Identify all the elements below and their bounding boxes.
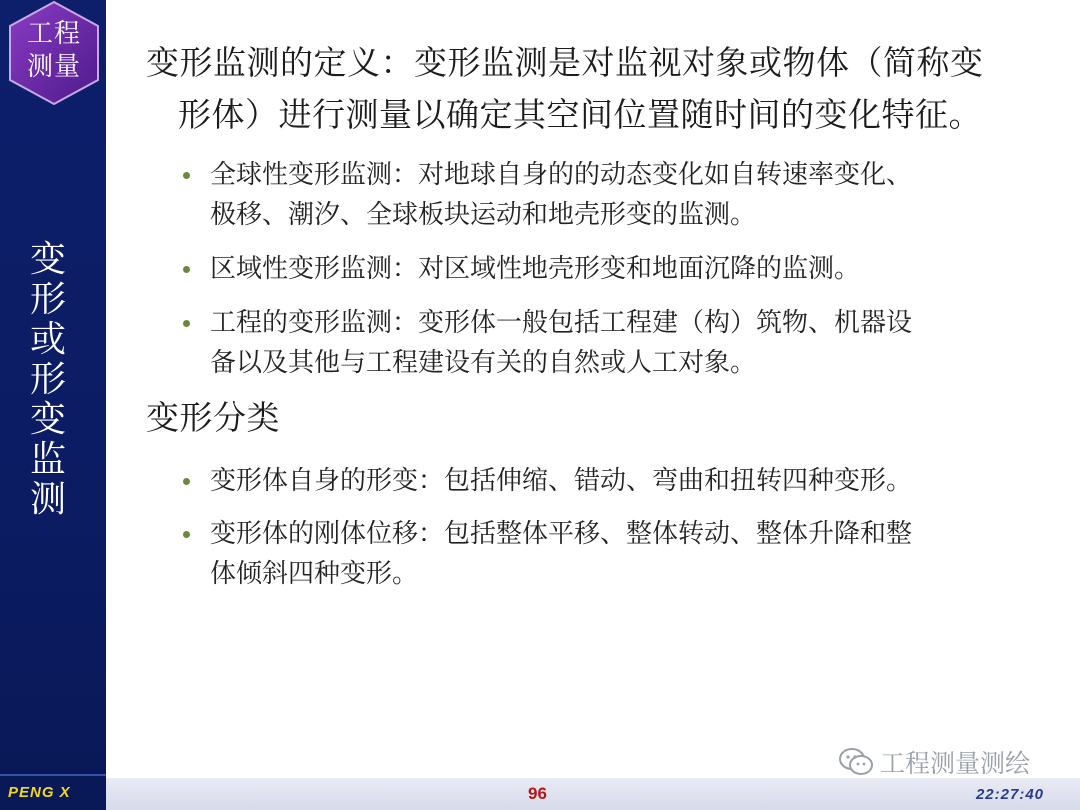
bullet-text: 工程的变形监测：变形体一般包括工程建（构）筑物、机器设 <box>210 308 913 338</box>
footer-bar <box>106 778 1080 810</box>
bullet-text: 备以及其他与工程建设有关的自然或人工对象。 <box>210 348 757 378</box>
badge-line-1: 工程 <box>26 19 81 49</box>
bullet-text: 体倾斜四种变形。 <box>210 559 419 589</box>
watermark <box>838 744 1030 780</box>
vertical-title-char: 或 <box>29 319 66 360</box>
sidebar <box>0 0 106 810</box>
title-badge <box>6 0 102 106</box>
author-label: PENG X <box>8 784 71 801</box>
watermark-text: 工程测量测绘 <box>880 749 1031 778</box>
vertical-title-char: 变 <box>29 399 66 440</box>
bullet-text: 变形体自身的形变：包括伸缩、错动、弯曲和扭转四种变形。 <box>210 466 913 496</box>
bullet-dot <box>183 478 190 485</box>
bullet-dot <box>183 172 190 179</box>
bullet-text: 全球性变形监测：对地球自身的的动态变化如自转速率变化、 <box>210 160 913 190</box>
bullet-text: 区域性变形监测：对区域性地壳形变和地面沉降的监测。 <box>210 254 861 284</box>
vertical-title-char: 形 <box>29 279 66 320</box>
vertical-title-char: 变 <box>29 239 66 280</box>
page-number: 96 <box>528 784 547 803</box>
vertical-title <box>18 240 78 520</box>
bullet-dot <box>183 531 190 538</box>
bullet-text: 极移、潮汐、全球板块运动和地壳形变的监测。 <box>210 200 757 230</box>
classification-heading: 变形分类 <box>146 398 280 437</box>
vertical-title-char: 形 <box>29 359 66 400</box>
vertical-title-char: 监 <box>29 439 66 480</box>
wechat-icon <box>838 747 874 777</box>
definition-line-1: 变形监测的定义：变形监测是对监视对象或物体（简称变 <box>146 43 984 82</box>
bullet-dot <box>183 266 190 273</box>
bullet-dot <box>183 320 190 327</box>
badge-line-2: 测量 <box>26 52 81 82</box>
vertical-title-char: 测 <box>29 479 66 520</box>
sidebar-divider <box>0 774 106 776</box>
definition-line-2: 形体）进行测量以确定其空间位置随时间的变化特征。 <box>178 95 982 134</box>
bullet-text: 变形体的刚体位移：包括整体平移、整体转动、整体升降和整 <box>210 519 913 549</box>
clock-time: 22:27:40 <box>975 786 1044 803</box>
